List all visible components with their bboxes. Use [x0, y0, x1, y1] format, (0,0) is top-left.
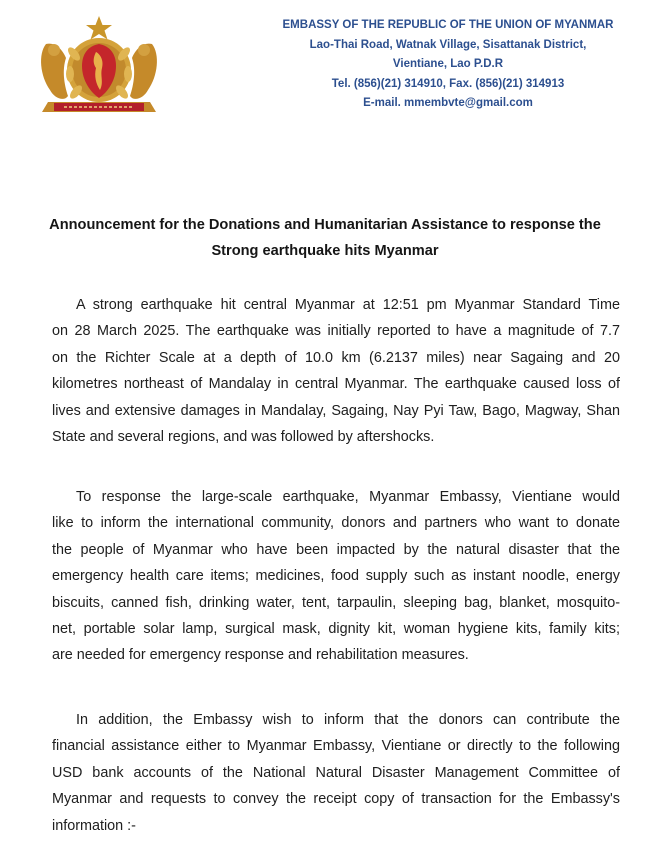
text-line: biscuits, canned fish, drinking water, tent, tarpaulin, sleeping bag, blanket, mosquito-	[52, 594, 620, 611]
text-line: financial assistance either to Myanmar Embassy, Vientiane or directly to the following	[52, 738, 620, 755]
address-street: Lao-Thai Road, Watnak Village, Sisattanak District,	[309, 38, 587, 51]
announcement-title	[0, 212, 650, 264]
embassy-name: EMBASSY OF THE REPUBLIC OF THE UNION OF MYANMAR	[282, 19, 614, 31]
letterhead-address	[262, 16, 634, 114]
text-line: In addition, the Embassy wish to inform that the donors can contribute the	[76, 712, 620, 728]
text-line: emergency health care items; medicines, food supply such as instant noodle, energy	[52, 568, 620, 585]
email-address: E-mail. mmembvte@gmail.com	[363, 97, 533, 109]
phone-fax: Tel. (856)(21) 314910, Fax. (856)(21) 314913	[331, 77, 565, 90]
text-line: kilometres northeast of Mandalay in central Myanmar. The earthquake caused loss of	[52, 376, 620, 393]
text-line: the people of Myanmar who have been impacted by the natural disaster that the	[52, 541, 620, 558]
paragraph-earthquake-report	[52, 292, 620, 450]
text-line: To response the large-scale earthquake, Myanmar Embassy, Vientiane would	[76, 489, 620, 505]
paragraph-donation-items	[52, 484, 620, 669]
text-line: Myanmar and requests to convey the receipt copy of transaction for the Embassy's	[52, 791, 620, 808]
text-line: lives and extensive damages in Mandalay, Sagaing, Nay Pyi Taw, Bago, Magway, Shan	[52, 402, 620, 419]
myanmar-state-seal-emblem-icon	[34, 14, 164, 120]
address-city: Vientiane, Lao P.D.R	[392, 58, 504, 70]
text-line: A strong earthquake hit central Myanmar at 12:51 pm Myanmar Standard Time	[76, 297, 620, 313]
title-line-2: Strong earthquake hits Myanmar	[211, 243, 439, 259]
text-line: on 28 March 2025. The earthquake was initially reported to have a magnitude of 7.7	[52, 323, 620, 340]
text-line: USD bank accounts of the National Natural Disaster Management Committee of	[52, 764, 620, 781]
text-line: are needed for emergency response and rehabilitation measures.	[52, 647, 469, 664]
text-line: information :-	[52, 817, 136, 834]
text-line: like to inform the international community, donors and partners who want to donate	[52, 515, 620, 532]
text-line: State and several regions, and was followed by aftershocks.	[52, 429, 435, 446]
title-line-1: Announcement for the Donations and Humanitarian Assistance to response the	[49, 217, 601, 233]
text-line: on the Richter Scale at a depth of 10.0 km (6.2137 miles) near Sagaing and 20	[52, 349, 620, 366]
text-line: net, portable solar lamp, surgical mask, dignity kit, woman hygiene kits, family kits;	[52, 621, 620, 638]
paragraph-financial-assistance	[52, 707, 620, 839]
